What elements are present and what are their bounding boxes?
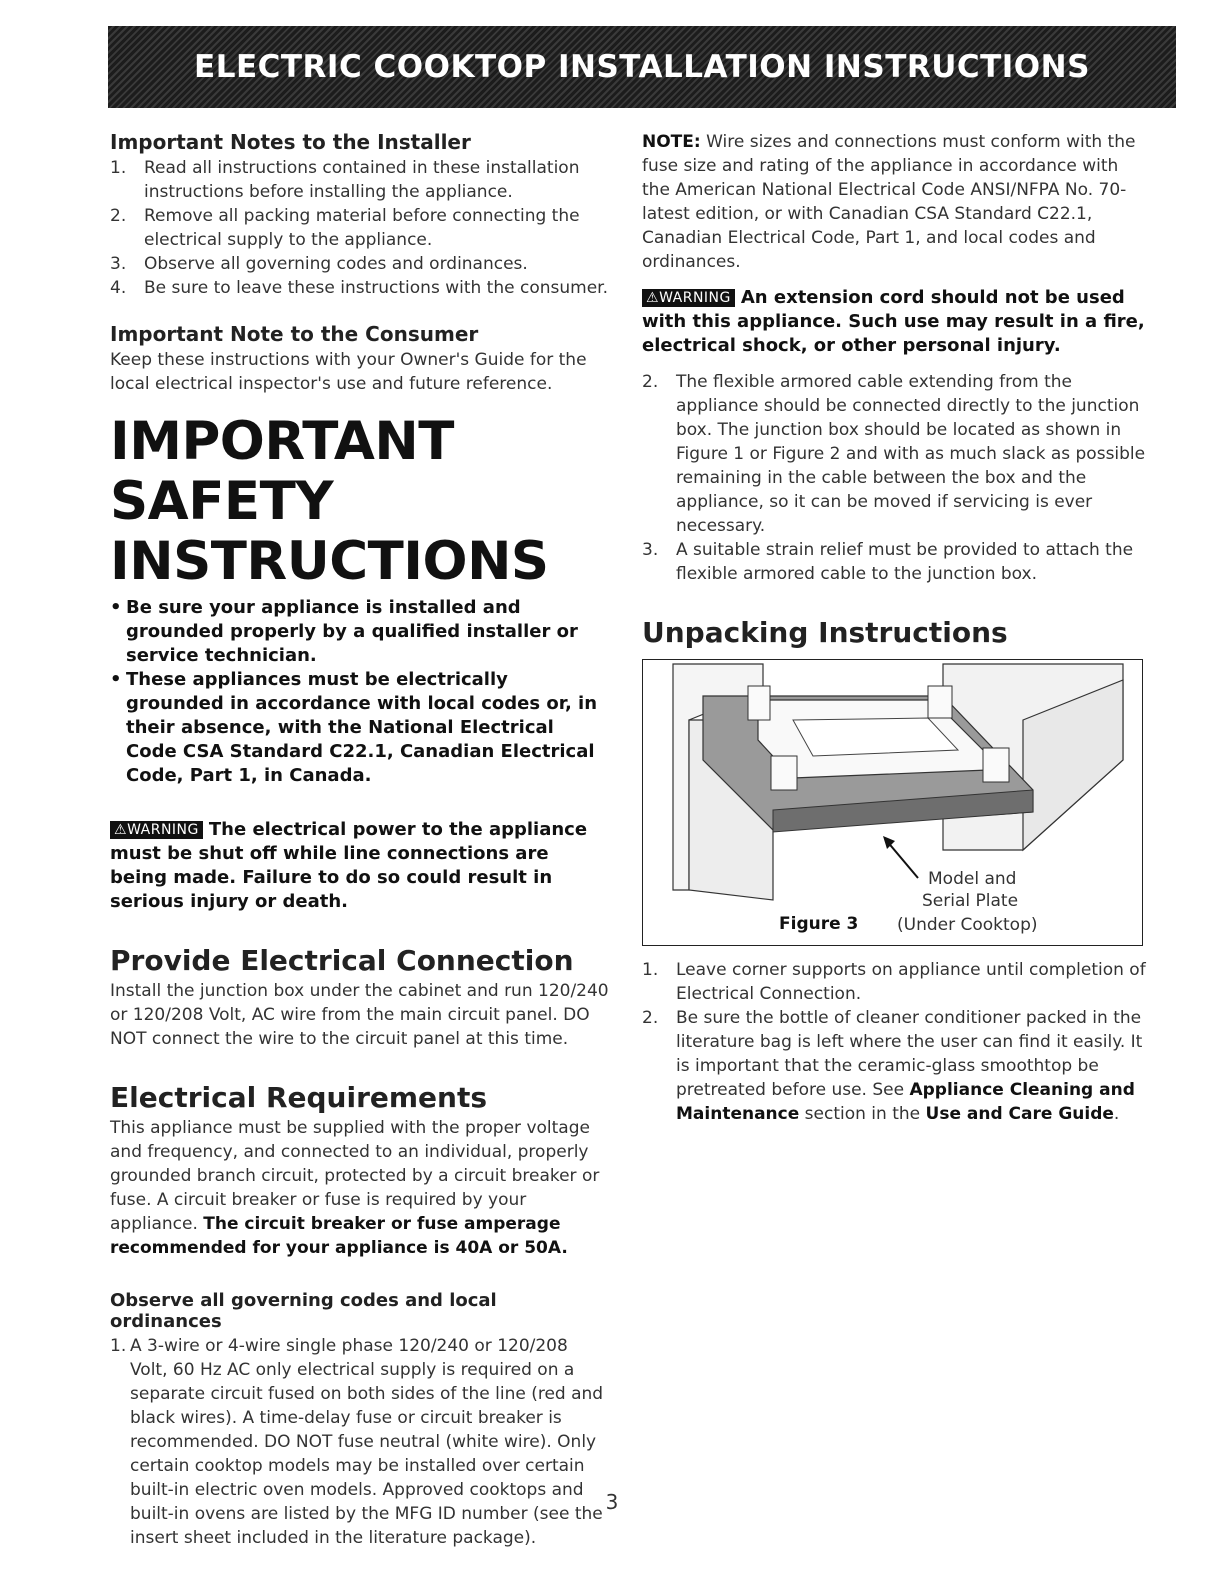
item-text: Leave corner supports on appliance until completion of Electrical Connection.	[676, 960, 1146, 1004]
consumer-note-text: Keep these instructions with your Owner's Guide for the local electrical inspector's use and future reference.	[110, 350, 587, 394]
warning-badge	[110, 821, 203, 839]
right-column	[642, 130, 1147, 1126]
unpacking-list	[642, 958, 1147, 1126]
governing-codes-list	[110, 1334, 610, 1550]
figure-caption: Figure 3	[779, 914, 859, 934]
page-number: 3	[605, 1490, 619, 1514]
safety-bullet: • These appliances must be electrically grounded in accordance with local codes or, in their absence, with the National Electrical Code CSA Standard C22.1, Canadian Electrical Code, Part 1, in Canada.	[110, 668, 610, 788]
safety-warning	[110, 818, 610, 914]
item-text: The flexible armored cable extending from the appliance should be connected directly to the junction box. The junction box should be located as shown in Figure 1 or Figure 2 and with as much slack as possible remaining in the cable between the box and the appliance, so it can be moved if servicing is ever necessary.	[676, 372, 1146, 536]
page-title: ELECTRIC COOKTOP INSTALLATION INSTRUCTIONS	[194, 49, 1090, 85]
item-bold-text: Use and Care Guide	[925, 1104, 1114, 1124]
warning-triangle-icon: ⚠	[646, 290, 660, 306]
item-text: Be sure the bottle of cleaner conditioner packed in the literature bag is left where the user can find it easily. It is important that the ceramic-glass smoothtop be pretreated before use. See	[676, 1008, 1143, 1100]
electrical-connection-heading: Provide Electrical Connection	[110, 944, 574, 977]
item-number: 2.	[642, 1008, 659, 1028]
warning-badge	[642, 289, 735, 307]
list-item	[642, 1006, 1147, 1126]
safety-heading-line2: INSTRUCTIONS	[110, 531, 549, 592]
item-text: .	[1113, 1104, 1120, 1124]
item-text: Be sure to leave these instructions with the consumer.	[144, 278, 608, 298]
list-item	[110, 204, 610, 252]
installer-notes-list	[110, 156, 610, 300]
unpacking-heading: Unpacking Instructions	[642, 616, 1008, 649]
list-item	[642, 538, 1147, 586]
note-label: NOTE:	[642, 132, 701, 152]
electrical-connection-text: Install the junction box under the cabinet and run 120/240 or 120/208 Volt, AC wire from the main circuit panel. DO NOT connect the wire to the circuit panel at this time.	[110, 981, 609, 1049]
governing-codes-heading: Observe all governing codes and local ordinances	[110, 1290, 497, 1332]
item-number: 1.	[642, 960, 659, 980]
warning-text: An extension cord should not be used with this appliance. Such use may result in a fire, electrical shock, or other personal injury.	[642, 287, 1145, 356]
note-text: Wire sizes and connections must conform with the fuse size and rating of the appliance in accordance with the American National Electrical Code ANSI/NFPA No. 70-latest edition, or with Canadian CSA Standard C22.1, Canadian Electrical Code, Part 1, and local codes and ordinances.	[642, 132, 1136, 272]
item-bold-text: Appliance Cleaning and Maintenance	[676, 1080, 1135, 1124]
figure-caption-note: (Under Cooktop)	[897, 915, 1038, 935]
safety-bullet: • Be sure your appliance is installed and grounded properly by a qualified installer or service technician.	[110, 596, 610, 668]
arrow-icon	[886, 840, 918, 878]
item-number: 3.	[642, 540, 659, 560]
list-item	[110, 1334, 610, 1550]
installer-notes-heading: Important Notes to the Installer	[110, 130, 471, 154]
electrical-requirements-text	[110, 1116, 610, 1260]
safety-heading	[110, 412, 610, 592]
connection-steps-list	[642, 370, 1147, 586]
header-banner	[108, 26, 1176, 108]
list-item	[642, 370, 1147, 538]
extension-cord-warning	[642, 286, 1147, 358]
warning-triangle-icon: ⚠	[114, 822, 128, 838]
item-number: 3.	[110, 254, 127, 274]
item-text: A 3-wire or 4-wire single phase 120/240 or 120/208 Volt, 60 Hz AC only electrical supply is required on a separate circuit fused on both sides of the line (red and black wires). A time-delay fuse or circuit breaker is recommended. DO NOT fuse neutral (white wire). Only certain cooktop models may be installed over certain built-in electric oven models. Approved cooktops and built-in ovens are listed by the MFG ID number (see the insert sheet included in the literature package).	[130, 1336, 604, 1548]
warning-badge-label: WARNING	[127, 822, 199, 838]
item-text: Remove all packing material before connecting the electrical supply to the appliance.	[144, 206, 580, 250]
list-item	[642, 958, 1147, 1006]
figure-label-line2: Serial Plate	[922, 891, 1019, 911]
left-column	[110, 130, 610, 1550]
cooktop-packaging-illustration	[643, 660, 1142, 945]
list-item	[110, 276, 610, 300]
item-text: section in the	[799, 1104, 926, 1124]
list-item	[110, 156, 610, 204]
requirements-bold-text: The circuit breaker or fuse amperage recommended for your appliance is 40A or 50A.	[110, 1214, 568, 1258]
list-item	[110, 252, 610, 276]
figure-label-line1: Model and	[928, 869, 1017, 889]
item-number: 2.	[642, 372, 659, 392]
item-number: 4.	[110, 278, 127, 298]
warning-text: The electrical power to the appliance must be shut off while line connections are being made. Failure to do so could result in serious injury or death.	[110, 819, 588, 912]
item-text: A suitable strain relief must be provided to attach the flexible armored cable to the junction box.	[676, 540, 1134, 584]
safety-heading-line1: IMPORTANT SAFETY	[110, 411, 454, 532]
requirements-text: This appliance must be supplied with the proper voltage and frequency, and connected to an individual, properly grounded branch circuit, protected by a circuit breaker or fuse. A circuit breaker or fuse is required by your appliance.	[110, 1118, 600, 1234]
item-number: 1.	[110, 1336, 127, 1356]
item-number: 1.	[110, 158, 127, 178]
electrical-requirements-heading: Electrical Requirements	[110, 1081, 488, 1114]
consumer-note-heading: Important Note to the Consumer	[110, 322, 479, 346]
safety-bullets	[110, 596, 610, 788]
item-number: 2.	[110, 206, 127, 226]
figure-3	[642, 659, 1143, 946]
item-text: Read all instructions contained in these installation instructions before installing the appliance.	[144, 158, 580, 202]
warning-badge-label: WARNING	[659, 290, 731, 306]
item-text: Observe all governing codes and ordinances.	[144, 254, 528, 274]
right-note	[642, 130, 1147, 274]
